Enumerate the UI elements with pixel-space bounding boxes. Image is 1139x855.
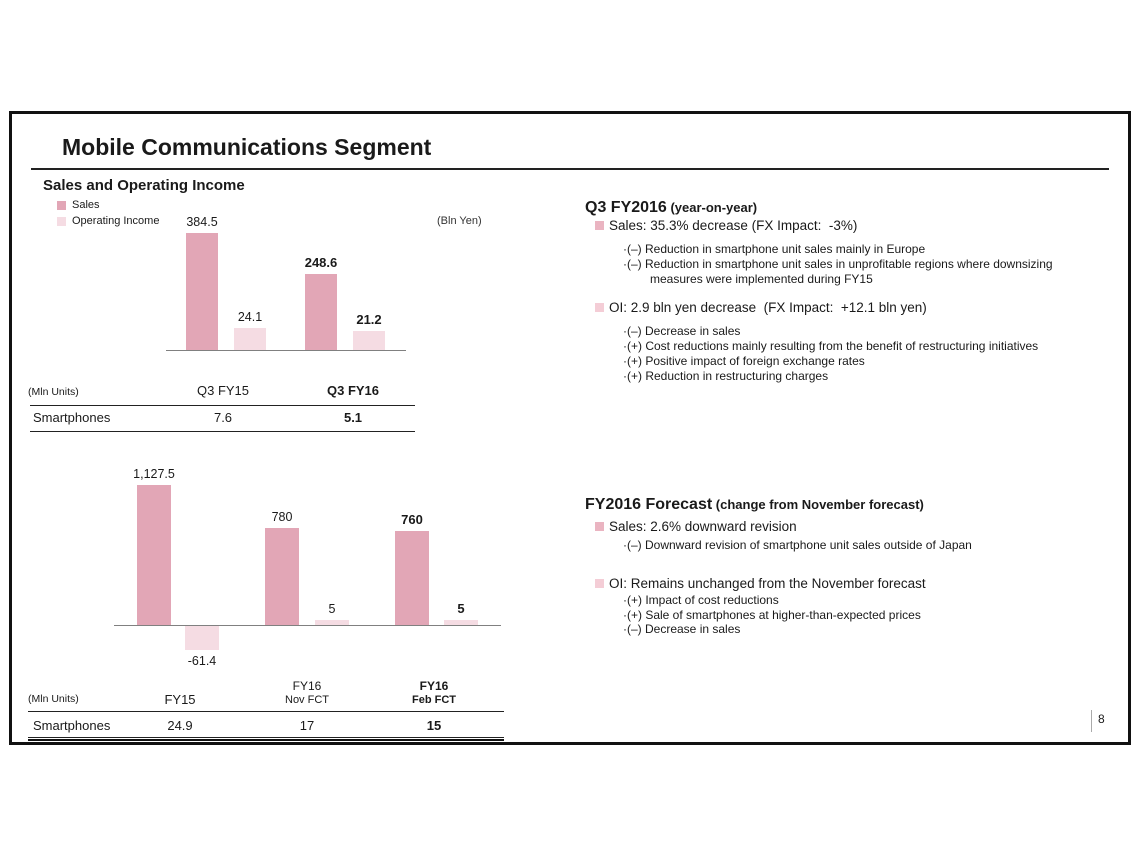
chart-fy-oi-bar	[185, 626, 219, 650]
sub-bullet: ·(–) Reduction in smartphone unit sales in unprofitable regions where downsizing	[623, 257, 1053, 271]
sub-bullet: ·(–) Reduction in smartphone unit sales mainly in Europe	[623, 242, 926, 256]
chart-fy-sales-value: 1,127.5	[133, 467, 175, 481]
units-table-q3-row-label: Smartphones	[33, 410, 111, 425]
chart-fy-oi-value: 5	[328, 602, 336, 616]
left-section-title: Sales and Operating Income	[43, 177, 245, 194]
chart-q3-sales-value: 384.5	[186, 215, 218, 229]
units-table-fy-bottom-rule	[28, 737, 504, 738]
operating-income-swatch-icon	[57, 217, 66, 226]
chart-fy-sales-bar	[137, 485, 171, 625]
title-divider	[31, 168, 1109, 170]
sales-swatch-icon	[57, 201, 66, 210]
units-table-fy-head-line2: Feb FCT	[412, 694, 456, 706]
chart-fy-oi-bar	[315, 620, 349, 625]
bullet-square-icon	[595, 303, 604, 312]
sub-bullet: ·(–) Decrease in sales	[623, 622, 741, 636]
chart-fy-sales-value: 760	[401, 512, 423, 527]
units-table-fy-cell: 17	[299, 718, 315, 733]
chart-fy-oi-value: 5	[457, 601, 465, 616]
bullet-text: OI: 2.9 bln yen decrease (FX Impact: +12.1 bln yen)	[609, 300, 927, 315]
heading-note: (change from November forecast)	[712, 497, 924, 512]
chart-q3-sales-value: 248.6	[304, 255, 338, 270]
units-table-q3-cell: 7.6	[213, 410, 233, 425]
sub-bullet: ·(+) Positive impact of foreign exchange rates	[623, 354, 865, 368]
page-number-divider	[1091, 710, 1092, 732]
units-table-q3-head: Q3 FY16	[326, 383, 380, 398]
chart-q3-oi-bar	[234, 328, 266, 350]
slide-frame	[9, 111, 1131, 745]
bullet-square-icon	[595, 221, 604, 230]
heading-note: (year-on-year)	[666, 200, 758, 215]
units-table-q3-bottom-rule	[30, 431, 415, 432]
unit-note-bln-yen: (Bln Yen)	[437, 215, 482, 227]
heading-text: Q3 FY2016	[585, 199, 667, 216]
sub-bullet: ·(–) Downward revision of smartphone unit sales outside of Japan	[623, 538, 972, 552]
chart-fy-sales-value: 780	[271, 510, 293, 524]
chart-fy-sales-bar	[395, 531, 429, 625]
chart-q3-oi-value: 24.1	[237, 310, 263, 324]
sub-bullet: measures were implemented during FY15	[650, 272, 873, 286]
sub-bullet: ·(+) Impact of cost reductions	[623, 593, 779, 607]
units-table-fy-head-line2: Nov FCT	[285, 694, 329, 706]
units-table-q3-head-rule	[30, 405, 415, 406]
sub-bullet: ·(–) Decrease in sales	[623, 324, 741, 338]
units-table-q3-cell: 5.1	[343, 410, 363, 425]
units-table-fy-head: FY15	[164, 692, 196, 707]
page-title: Mobile Communications Segment	[62, 134, 432, 160]
legend-label-oi: Operating Income	[72, 215, 160, 227]
sub-bullet: ·(+) Sale of smartphones at higher-than-expected prices	[623, 607, 921, 622]
chart-legend	[57, 197, 159, 229]
chart-fy-oi-value: -61.4	[187, 654, 217, 668]
chart-fy-sales-bar	[265, 528, 299, 625]
units-table-fy-cell: 15	[426, 718, 442, 733]
legend-item-sales	[57, 197, 159, 213]
section-heading	[585, 496, 924, 514]
units-table-fy-unit: (Mln Units)	[28, 693, 79, 705]
units-table-fy-bottom-rule-2	[28, 739, 504, 741]
units-table-q3-unit: (Mln Units)	[28, 386, 79, 398]
chart-q3-sales-bar	[186, 233, 218, 350]
units-table-fy-cell: 24.9	[167, 718, 193, 733]
legend-item-oi	[57, 213, 159, 229]
chart-q3-oi-bar	[353, 331, 385, 350]
bullet-text: OI: Remains unchanged from the November forecast	[609, 576, 926, 591]
bullet-square-icon	[595, 579, 604, 588]
bullet-square-icon	[595, 522, 604, 531]
sub-bullet: ·(+) Reduction in restructuring charges	[623, 369, 829, 383]
units-table-q3-head: Q3 FY15	[196, 383, 250, 398]
section-heading	[585, 199, 757, 217]
units-table-fy-head-rule	[28, 711, 504, 712]
chart-q3-oi-value: 21.2	[356, 312, 382, 327]
units-table-fy-head-line1: FY16	[292, 679, 322, 693]
heading-text: FY2016 Forecast	[585, 496, 713, 513]
page-number: 8	[1098, 712, 1105, 726]
sub-bullet: ·(+) Cost reductions mainly resulting from the benefit of restructuring initiatives	[623, 339, 1039, 353]
bullet-text: Sales: 35.3% decrease (FX Impact: -3%)	[609, 218, 858, 233]
chart-fy-baseline	[114, 625, 501, 626]
chart-q3-baseline	[166, 350, 406, 351]
units-table-fy-head-line1: FY16	[419, 679, 449, 693]
bullet-text: Sales: 2.6% downward revision	[609, 519, 797, 534]
legend-label-sales: Sales	[72, 199, 100, 211]
chart-q3-sales-bar	[305, 274, 337, 350]
chart-fy-oi-bar	[444, 620, 478, 625]
units-table-fy-row-label: Smartphones	[33, 718, 111, 733]
